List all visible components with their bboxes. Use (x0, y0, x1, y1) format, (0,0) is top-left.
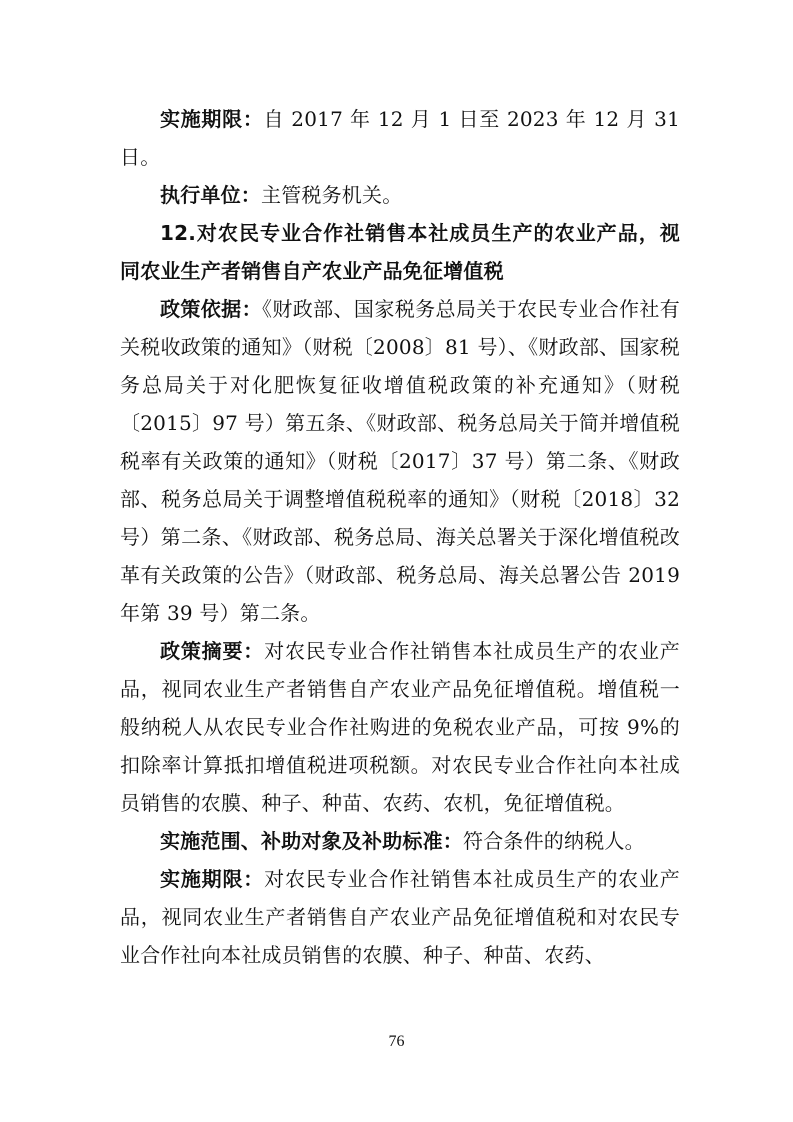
section-heading: 12.对农民专业合作社销售本社成员生产的农业产品，视同农业生产者销售自产农业产品免征增值税 (120, 221, 680, 283)
paragraph-text: 对农民专业合作社销售本社成员生产的农业产品，视同农业生产者销售自产农业产品免征增值税和对农民专业合作社向本社成员销售的农膜、种子、种苗、农药、 (120, 867, 680, 967)
paragraph-text: 符合条件的纳税人。 (463, 829, 645, 853)
executing-unit-paragraph (120, 176, 680, 214)
paragraph-text: 主管税务机关。 (261, 183, 403, 207)
policy-basis-paragraph (120, 290, 680, 632)
paragraph-label: 政策摘要： (160, 639, 265, 663)
implementation-period-paragraph (120, 100, 680, 176)
paragraph-label: 执行单位： (160, 183, 261, 207)
policy-summary-paragraph (120, 632, 680, 822)
paragraph-label: 政策依据： (160, 297, 262, 321)
paragraph-label: 实施期限： (160, 867, 265, 891)
paragraph-text: 对农民专业合作社销售本社成员生产的农业产品，视同农业生产者销售自产农业产品免征增值税。增值税一般纳税人从农民专业合作社购进的免税农业产品，可按 9%的扣除率计算抵扣增值税进项税额。对农民专业合作社向本社成员销售的农膜、种子、种苗、农药、农机，免征增值税。 (120, 639, 680, 815)
paragraph-text: 《财政部、国家税务总局关于农民专业合作社有关税收政策的通知》（财税〔2008〕81 号）、《财政部、国家税务总局关于对化肥恢复征收增值税政策的补充通知》（财税〔2015〕97 号）第五条、《财政部、税务总局关于简并增值税税率有关政策的通知》（财税〔2017〕37 号）第二条、《财政部、税务总局关于调整增值税税率的通知》（财税〔2018〕32 号）第二条、《财政部、税务总局、海关总署关于深化增值税改革有关政策的公告》（财政部、税务总局、海关总署公告 2019 年第 39 号）第二条。 (120, 297, 681, 625)
implementation-period-paragraph-2 (120, 860, 680, 974)
paragraph-label: 实施期限： (160, 107, 264, 131)
paragraph-text: 自 2017 年 12 月 1 日至 2023 年 12 月 31 日。 (120, 107, 681, 169)
scope-paragraph (120, 822, 680, 860)
paragraph-label: 实施范围、补助对象及补助标准： (160, 829, 463, 853)
page-content (120, 100, 680, 974)
page-number: 76 (388, 1033, 405, 1050)
